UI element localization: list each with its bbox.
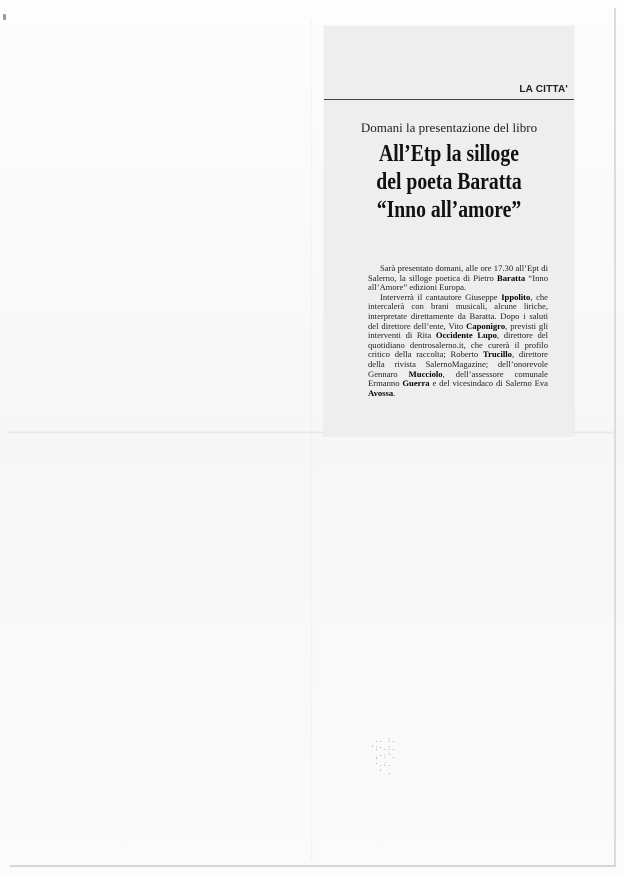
page-edge-bottom: [10, 865, 616, 867]
article-body: [368, 264, 548, 398]
text-run: Sarà presentato domani, alle ore 17.30 all’Ept di Salerno, la silloge poetica di Pietro: [368, 263, 548, 283]
person-name: Avossa: [368, 387, 394, 398]
section-header: [324, 84, 574, 98]
text-run: , dell’assessore comunale Ermanno: [368, 368, 548, 389]
ink-smudge: .. :. ':·.:. ,·:'. ·.:. ' .: [370, 736, 396, 776]
section-label: LA CITTA': [519, 84, 568, 95]
staple-mark: [3, 14, 6, 20]
article-headline: [347, 140, 552, 224]
headline-line-2: del poeta Baratta: [376, 169, 522, 195]
vertical-fold-line: [310, 20, 313, 860]
page-edge-right: [614, 8, 616, 866]
article-kicker: Domani la presentazione del libro: [360, 120, 538, 135]
headline-line-3: “Inno all’amore”: [376, 197, 522, 223]
person-name: Trucillo: [483, 349, 512, 360]
newspaper-clipping: [324, 26, 574, 436]
section-rule: [324, 99, 574, 100]
text-run: e del vicesindaco di Salerno Eva: [429, 378, 548, 389]
text-run: , direttore della rivista SalernoMagazine; dell’onorevole Gennaro: [368, 349, 548, 379]
body-paragraph-2: [368, 293, 548, 399]
person-name: Baratta: [497, 272, 526, 283]
person-name: Caponigro: [466, 320, 506, 331]
person-name: Mucciolo: [408, 368, 443, 379]
person-name: Ippolito: [501, 291, 531, 302]
body-paragraph-1: [368, 264, 548, 293]
text-run: Interverrà il cantautore Giuseppe: [380, 291, 502, 302]
text-run: , direttore del quotidiano dentrosalerno.it, che curerà il profilo critico della raccolta; Roberto: [368, 330, 548, 360]
text-run: , previsti gli interventi di Rita: [368, 320, 548, 341]
text-run: , che intercalerà con brani musicali, alcune liriche, interpretate direttamente da Baratta. Dopo i saluti del direttore dell’ente, Vito: [368, 291, 548, 331]
headline-line-1: All’Etp la silloge: [379, 141, 519, 167]
text-run: .: [393, 387, 396, 398]
text-run: “Inno all’Amore” edizioni Europa.: [368, 272, 548, 293]
person-name: Guerra: [402, 378, 430, 389]
person-name: Occidente Lupo: [435, 330, 497, 341]
